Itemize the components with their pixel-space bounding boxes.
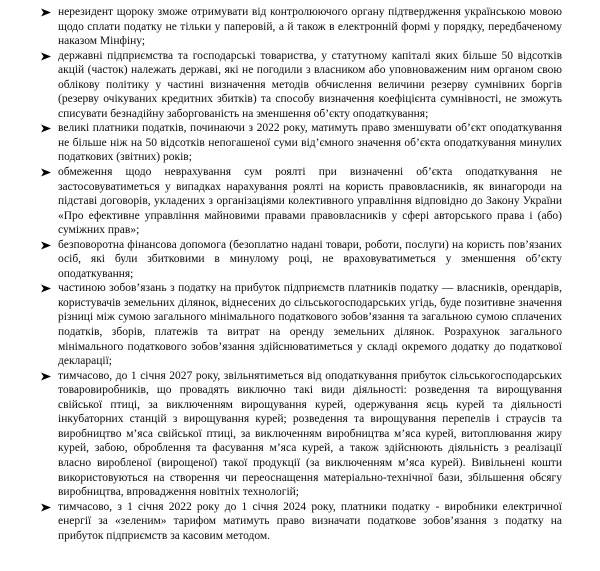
right-arrowhead-bullet-icon — [40, 123, 52, 134]
right-arrowhead-bullet-icon — [40, 371, 52, 382]
right-arrowhead-bullet-icon — [40, 51, 52, 62]
list-item — [40, 121, 562, 165]
list-item — [40, 165, 562, 238]
list-item — [40, 369, 562, 500]
right-arrowhead-bullet-icon — [40, 502, 52, 513]
bullet-list — [40, 5, 562, 543]
list-item-text: нерезидент щороку зможе отримувати від контролюючого органу підтвердження українською мовою щодо сплати податку не тільки у паперовій, а й також в електронній формі у порядку, передбаченому наказом Мінфіну; — [58, 6, 562, 48]
list-item — [40, 281, 562, 368]
right-arrowhead-bullet-icon — [40, 7, 52, 18]
list-item-text: тимчасово, з 1 січня 2022 року до 1 січня 2024 року, платники податку - виробники електричної енергії за «зеленим» тарифом матимуть право визначати податкове зобов’язання з податку на прибуток підприємств за касовим методом. — [58, 500, 562, 542]
list-item-text: безповоротна фінансова допомога (безоплатно надані товари, роботи, послуги) на користь пов’язаних осіб, які були збитковими в минулому році, не враховуватиметься у зменшення об’єкту оподаткування; — [58, 238, 562, 280]
list-item-text: великі платники податків, починаючи з 2022 року, матимуть право зменшувати об’єкт оподаткування не більше ніж на 50 відсотків непогашеної суми від’ємного значення об’єкта оподаткування минулих податкових (звітних) років; — [58, 122, 562, 164]
right-arrowhead-bullet-icon — [40, 240, 52, 251]
list-item-text: частиною зобов’язань з податку на прибуток підприємств платників податку — власників, орендарів, користувачів земельних ділянок, віднесених до сільськогосподарських угідь, буде позитивне значення різниці між сумою загального мінімального податкового зобов’язання та загальною сумою сплачених податків, зборів, платежів та витрат на оренду земельних ділянок. Розрахунок загального мінімального податкового зобов’язання здійснюватиметься у складі окремого додатку до податкової декларації; — [58, 282, 562, 368]
list-item — [40, 238, 562, 282]
list-item — [40, 500, 562, 544]
right-arrowhead-bullet-icon — [40, 167, 52, 178]
list-item-text: тимчасово, до 1 січня 2027 року, звільнятиметься від оподаткування прибуток сільськогосподарських товаровиробників, що провадять виключно такі види діяльності: розведення та вирощування свійської птиці, за виключенням вирощування курей, одержування яєць курей та діяльності інкубаторних станцій з вирощування курей; розведення та вирощування перепелів і страусів та виробництво м’яса свійської птиці, за виключенням виробництва м’яса курей, витоплювання жиру курей, забою, оброблення та фасування м’яса курей, а також здійснюють діяльність з реалізації власно виробленої (вирощеної) такої продукції (за виключенням м’яса курей). Вивільнені кошти використовуються на створення чи переоснащення матеріально-технічної бази, збільшення обсягу виробництва, впровадження новітніх технологій; — [58, 369, 562, 499]
list-item — [40, 5, 562, 49]
list-item — [40, 49, 562, 122]
right-arrowhead-bullet-icon — [40, 283, 52, 294]
list-item-text: державні підприємства та господарські товариства, у статутному капіталі яких більше 50 відсотків акцій (часток) належать державі, які не погодили з власником або уповноваженим ним органом свою облікову політику у частині визначення методів обчислення величини резерву сумнівних боргів (резерву очікуваних кредитних збитків) та способу визначення коефіцієнта сумнівності, не зможуть списувати безнадійну заборгованість на зменшення об’єкту оподаткування; — [58, 49, 562, 120]
list-item-text: обмеження щодо неврахування сум роялті при визначенні об’єкта оподаткування не застосовуватиметься у випадках нарахування роялті на користь правовласників, як винагороди на підставі договорів, укладених з організаціями колективного управління відповідно до Закону України «Про ефективне управління майновими правами правовласників у сфері авторського права і (або) суміжних прав»; — [58, 166, 562, 237]
